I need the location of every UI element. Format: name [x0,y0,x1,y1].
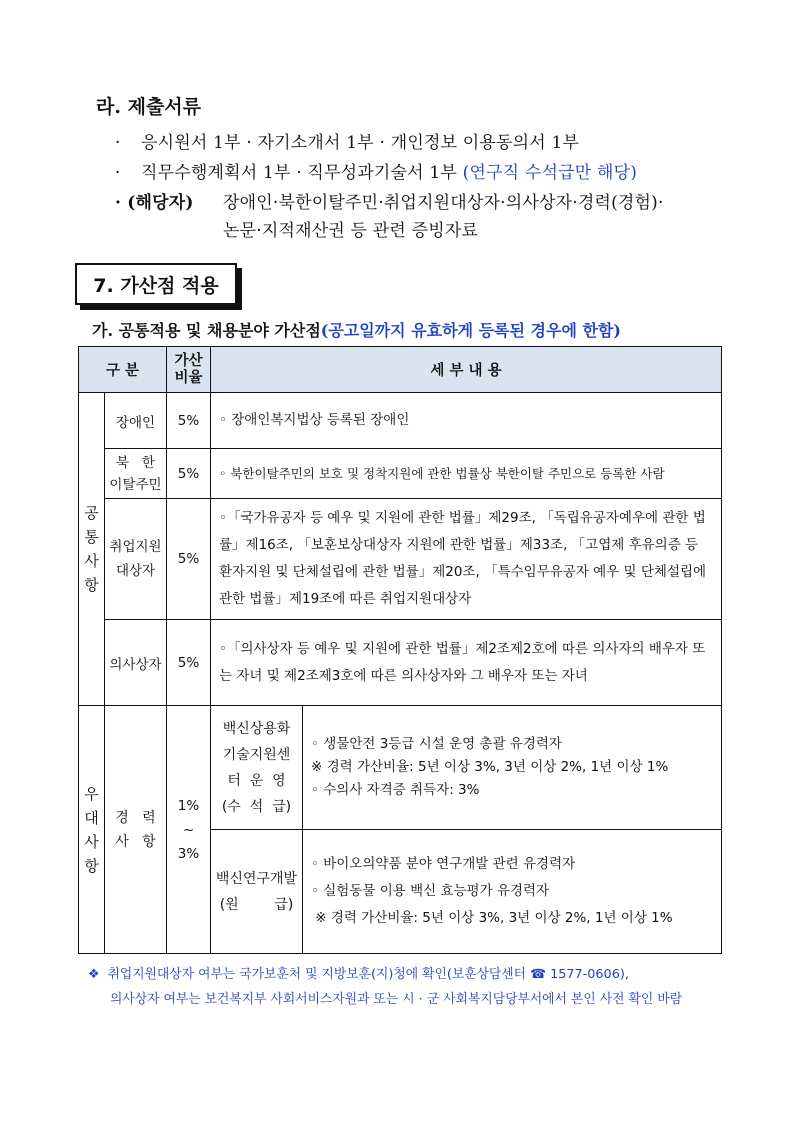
row-rate: 5% [167,449,211,499]
footnote-line-2: 의사상자 여부는 보건복지부 사회서비스자원과 또는 시 · 군 사회복지담당부서에서 본인 사전 확인 바람 [110,992,683,1007]
subheading-main: 가. 공통적용 및 채용분야 가산점 [92,321,321,340]
item-text: 직무수행계획서 1부 · 직무성과기술서 1부 [141,163,463,183]
row-name: 의사상자 [105,620,167,706]
item-note: (연구직 수석급만 해당) [462,163,638,183]
pref-rate: 1% ~ 3% [167,706,211,954]
row-rate: 5% [167,620,211,706]
bullet: · [115,133,121,153]
pref-field: 백신상용화 기술지원센 터 운 영 (수 석 급) [211,706,303,830]
subheading-a [92,318,621,341]
header-category: 구 분 [79,347,167,393]
row-name: 북 한 이탈주민 [105,449,167,499]
item-text: 장애인·북한이탈주민·취업지원대상자·의사상자·경력(경험)· [223,193,664,213]
submit-item-3-cont [223,216,478,241]
pref-detail-line: ※ 경력 가산비율: 5년 이상 3%, 3년 이상 2%, 1년 이상 1% [311,910,673,926]
submit-item-3 [115,188,664,213]
section-ra-title: 라. 제출서류 [96,96,201,118]
row-name: 취업지원 대상자 [105,499,167,620]
table-row [79,620,722,706]
submit-item-1 [115,128,579,153]
subheading-condition: (공고일까지 유효하게 등록된 경우에 한함) [320,321,621,340]
bullet: · [115,163,121,183]
bonus-points-table [78,346,722,954]
pref-sub-label: 경 력 사 항 [105,706,167,954]
item-text: 논문·지적재산권 등 관련 증빙자료 [223,221,479,241]
row-detail: ◦「국가유공자 등 예우 및 지원에 관한 법률」제29조, 「독립유공자예우에 관한 법률」제16조, 「보훈보상대상자 지원에 관한 법률」제33조, 「고엽제 후유의증 등 환자지원 및 단체설립에 관한 법률」제20조, 「특수임무유공자 예우 및 단체설립에 관한 법률」제19조에 따른 취업지원대상자 [211,499,722,620]
item-text: 응시원서 1부 · 자기소개서 1부 · 개인정보 이용동의서 1부 [141,133,580,153]
footnote-line-1: 취업지원대상자 여부는 국가보훈처 및 지방보훈(지)청에 확인(보훈상담센터 ☎ 1577-0606), [107,967,629,982]
pref-group-label: 우 대 사 항 [79,706,105,954]
pref-detail [303,706,722,830]
section-7-title: 7. 가산점 적용 [75,263,237,305]
footnote [88,962,738,1012]
pref-detail-line: ◦ 수의사 자격증 취득자: 3% [311,782,480,798]
row-name: 장애인 [105,393,167,449]
header-detail: 세 부 내 용 [211,347,722,393]
common-group-label: 공 통 사 항 [79,393,105,706]
table-header-row [79,347,722,393]
diamond-bullet-icon: ❖ [88,967,100,982]
pref-detail-line: ◦ 생물안전 3등급 시설 운영 총괄 유경력자 [311,736,562,752]
pref-detail-line: ◦ 바이오의약품 분야 연구개발 관련 유경력자 [311,856,576,872]
pref-detail [303,830,722,954]
table-row [79,393,722,449]
table-row [79,449,722,499]
pref-detail-line: ◦ 실험동물 이용 백신 효능평가 유경력자 [311,883,550,899]
submit-item-2 [115,158,637,183]
row-detail: ◦ 장애인복지법상 등록된 장애인 [211,393,722,449]
header-rate: 가산 비율 [167,347,211,393]
pref-field: 백신연구개발 (원 급) [211,830,303,954]
bullet-applicable: · (해당자) [115,193,194,213]
row-detail: ◦「의사상자 등 예우 및 지원에 관한 법률」제2조제2호에 따른 의사자의 배우자 또는 자녀 및 제2조제3호에 따른 의사상자와 그 배우자 또는 자녀 [211,620,722,706]
table-row [79,706,722,830]
row-rate: 5% [167,393,211,449]
pref-detail-line: ※ 경력 가산비율: 5년 이상 3%, 3년 이상 2%, 1년 이상 1% [311,759,669,775]
table-row [79,499,722,620]
row-rate: 5% [167,499,211,620]
row-detail: ◦ 북한이탈주민의 보호 및 정착지원에 관한 법률상 북한이탈 주민으로 등록한 사람 [211,449,722,499]
